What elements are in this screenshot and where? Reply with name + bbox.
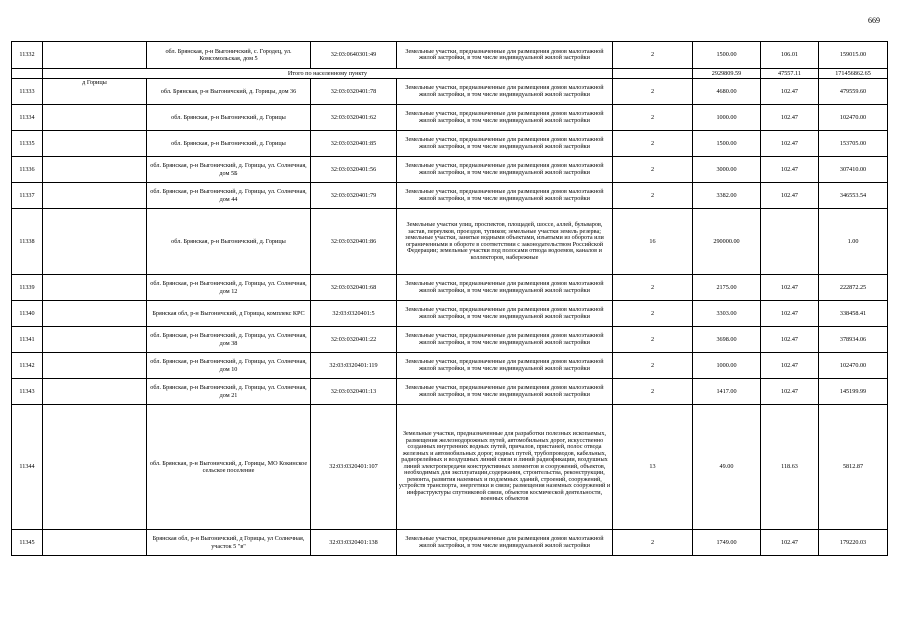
address-cell: обл. Брянская, р-н Выгоничский, д. Горицы, ул. Солнечная, дом 38 [147, 327, 311, 353]
land-purpose-cell: Земельные участки, предназначенные для размещения домов малоэтажной жилой застройки, в том числе индивидуальной жилой застройки [397, 530, 613, 556]
cadastral-number-cell: 32:03:0320401:68 [311, 275, 397, 301]
land-purpose-cell: Земельные участки, предназначенные для размещения домов малоэтажной жилой застройки, в том числе индивидуальной жилой застройки [397, 301, 613, 327]
row-number-cell: 11334 [12, 105, 43, 131]
specific-value-cell: 102.47 [761, 79, 819, 105]
address-cell: обл. Брянская, р-н Выгоничский, д. Горицы [147, 131, 311, 157]
land-purpose-cell: Земельные участки, предназначенные для размещения домов малоэтажной жилой застройки, в том числе индивидуальной жилой застройки [397, 157, 613, 183]
specific-value-cell: 102.47 [761, 131, 819, 157]
land-purpose-cell: Земельные участки улиц, проспектов, площадей, шоссе, аллей, бульваров, застав, переулков, проездов, тупиков; земельные участки земель резерва; земельные участки, занятые водными объектами, изъятыми из оборота или ограниченными в обороте в соответствии с законодательством Российской Федерации; земельные участки под полосами отвода водоемов, каналов и коллекторов, набережные [397, 209, 613, 275]
page-number: 669 [868, 16, 880, 25]
locality-cell [43, 157, 147, 183]
cadastral-number-cell: 32:03:0320401:138 [311, 530, 397, 556]
area-cell: 49.00 [693, 405, 761, 530]
cadastral-number-cell: 32:03:0320401:107 [311, 405, 397, 530]
group-cell: 2 [613, 105, 693, 131]
land-purpose-cell: Земельные участки, предназначенные для разработки полезных ископаемых, размещения железнодорожных путей, автомобильных дорог, искусственно созданных внутренних водных путей, причалов, пристаней, полос отвода железных и автомобильных дорог, водных путей, трубопроводов, кабельных, радиорелейных и воздушных линий связи и линий радиофикации, воздушных линий электропередачи конструктивных элементов и сооружений, объектов, необходимых для эксплуатации,содержания, строительства, реконструкции, ремонта, развития наземных и подземных зданий, строений, сооружений, устройств транспорта, энергетики и связи; размещения наземных сооружений и инфраструктуры спутниковой связи, объектов космической деятельности, военных объектов [397, 405, 613, 530]
group-cell: 2 [613, 275, 693, 301]
group-cell: 2 [613, 79, 693, 105]
address-cell: обл. Брянская, р-н Выгоничский, д. Горицы, ул. Солнечная, дом 44 [147, 183, 311, 209]
row-number-cell: 11336 [12, 157, 43, 183]
group-cell: 2 [613, 157, 693, 183]
cadastral-number-cell: 32:03:0320401:79 [311, 183, 397, 209]
cadastral-number-cell: 32:03:0320401:85 [311, 131, 397, 157]
table-row [12, 105, 888, 131]
area-cell: 1749.00 [693, 530, 761, 556]
table-row [12, 327, 888, 353]
cadastral-number-cell: 32:03:0320401:119 [311, 353, 397, 379]
address-cell: обл. Брянская, р-н Выгоничский, д. Горицы, ул. Солнечная, дом 10 [147, 353, 311, 379]
specific-value-cell: 102.47 [761, 530, 819, 556]
table-body [12, 42, 888, 556]
area-cell: 290000.00 [693, 209, 761, 275]
land-purpose-cell: Земельные участки, предназначенные для размещения домов малоэтажной жилой застройки, в том числе индивидуальной жилой застройки [397, 275, 613, 301]
cadastral-value-cell: 179220.03 [819, 530, 888, 556]
row-number-cell: 11342 [12, 353, 43, 379]
locality-cell [43, 327, 147, 353]
row-number-cell: 11337 [12, 183, 43, 209]
table-row [12, 530, 888, 556]
group-cell: 16 [613, 209, 693, 275]
cadastral-number-cell: 32:03:0320401:56 [311, 157, 397, 183]
cadastral-number-cell: 32:03:0320401:86 [311, 209, 397, 275]
area-cell: 1000.00 [693, 105, 761, 131]
cadastral-value-cell: 102470.00 [819, 105, 888, 131]
land-purpose-cell: Земельные участки, предназначенные для размещения домов малоэтажной жилой застройки, в том числе индивидуальной жилой застройки [397, 327, 613, 353]
row-number-cell: 11332 [12, 42, 43, 69]
row-number-cell: 11345 [12, 530, 43, 556]
group-cell: 2 [613, 353, 693, 379]
locality-cell [43, 131, 147, 157]
table-row [12, 405, 888, 530]
area-cell: 1500.00 [693, 131, 761, 157]
locality-cell [43, 209, 147, 275]
area-cell: 3000.00 [693, 157, 761, 183]
cadastral-number-cell: 32:03:0320401:13 [311, 379, 397, 405]
group-cell: 2 [613, 131, 693, 157]
table-row [12, 42, 888, 69]
specific-value-cell: 102.47 [761, 327, 819, 353]
group-cell: 13 [613, 405, 693, 530]
group-cell [613, 69, 693, 79]
specific-value-cell: 102.47 [761, 157, 819, 183]
cadastral-value-cell: 145199.99 [819, 379, 888, 405]
group-cell: 2 [613, 301, 693, 327]
cadastral-number-cell: 32:03:0320401:62 [311, 105, 397, 131]
table-row [12, 131, 888, 157]
land-purpose-cell: Земельные участки, предназначенные для размещения домов малоэтажной жилой застройки, в том числе индивидуальной жилой застройки [397, 183, 613, 209]
cadastral-value-cell: 1.00 [819, 209, 888, 275]
cadastral-number-cell: 32:03:0320401:22 [311, 327, 397, 353]
group-cell: 2 [613, 183, 693, 209]
group-cell: 2 [613, 379, 693, 405]
specific-value-cell: 47557.11 [761, 69, 819, 79]
area-cell: 1417.00 [693, 379, 761, 405]
row-number-cell: 11335 [12, 131, 43, 157]
cadastral-value-cell: 5812.87 [819, 405, 888, 530]
land-purpose-cell: Земельные участки, предназначенные для размещения домов малоэтажной жилой застройки, в том числе индивидуальной жилой застройки [397, 105, 613, 131]
locality-cell [43, 530, 147, 556]
table-row [12, 379, 888, 405]
cadastral-value-cell: 338458.41 [819, 301, 888, 327]
row-number-cell: 11343 [12, 379, 43, 405]
specific-value-cell: 106.01 [761, 42, 819, 69]
land-purpose-cell: Земельные участки, предназначенные для размещения домов малоэтажной жилой застройки, в том числе индивидуальной жилой застройки [397, 131, 613, 157]
locality-cell [43, 105, 147, 131]
area-cell: 1500.00 [693, 42, 761, 69]
address-cell: обл. Брянская, р-н Выгоничский, д. Горицы [147, 105, 311, 131]
cadastral-value-cell: 222872.25 [819, 275, 888, 301]
cadastral-value-cell: 102470.00 [819, 353, 888, 379]
group-cell: 2 [613, 42, 693, 69]
locality-cell [43, 183, 147, 209]
address-cell: обл. Брянская, р-н Выгоничский, с. Городец, ул. Комсомольская, дом 5 [147, 42, 311, 69]
row-number-cell: 11341 [12, 327, 43, 353]
locality-cell [43, 275, 147, 301]
row-number-cell: 11333 [12, 79, 43, 105]
cadastral-number-cell: 32:03:0320401:5 [311, 301, 397, 327]
row-number-cell: 11340 [12, 301, 43, 327]
area-cell: 3303.00 [693, 301, 761, 327]
area-cell: 4680.00 [693, 79, 761, 105]
cadastral-value-cell: 153705.00 [819, 131, 888, 157]
group-cell: 2 [613, 530, 693, 556]
address-cell: обл. Брянская, р-н Выгоничский, д. Горицы, ул. Солнечная, дом 12 [147, 275, 311, 301]
address-cell: обл. Брянская, р-н Выгоничский, д. Горицы, МО Кокинское сельское поселение [147, 405, 311, 530]
cadastral-value-table [11, 41, 888, 556]
specific-value-cell [761, 209, 819, 275]
locality-cell [43, 353, 147, 379]
specific-value-cell: 102.47 [761, 353, 819, 379]
row-number-cell: 11344 [12, 405, 43, 530]
specific-value-cell: 118.63 [761, 405, 819, 530]
land-purpose-cell: Земельные участки, предназначенные для размещения домов малоэтажной жилой застройки, в том числе индивидуальной жилой застройки [397, 79, 613, 105]
cadastral-value-cell: 171456862.65 [819, 69, 888, 79]
cadastral-value-cell: 378934.06 [819, 327, 888, 353]
land-purpose-cell: Земельные участки, предназначенные для размещения домов малоэтажной жилой застройки, в том числе индивидуальной жилой застройки [397, 379, 613, 405]
specific-value-cell: 102.47 [761, 301, 819, 327]
land-purpose-cell: Земельные участки, предназначенные для размещения домов малоэтажной жилой застройки, в том числе индивидуальной жилой застройки [397, 353, 613, 379]
total-label-cell: Итого по населенному пункту [43, 69, 613, 79]
table-row [12, 301, 888, 327]
cadastral-number-cell: 32:03:0640301:49 [311, 42, 397, 69]
area-cell: 2175.00 [693, 275, 761, 301]
locality-cell [43, 301, 147, 327]
table-row [12, 353, 888, 379]
table-row [12, 183, 888, 209]
locality-cell [43, 42, 147, 69]
locality-cell [43, 379, 147, 405]
address-cell: Брянская обл, р-н Выгоничский, д Горицы, ул Солнечная, участок 5 "в" [147, 530, 311, 556]
area-cell: 3382.00 [693, 183, 761, 209]
locality-cell [43, 405, 147, 530]
address-cell: обл. Брянская, р-н Выгоничский, д. Горицы, ул. Солнечная, дом 5Б [147, 157, 311, 183]
address-cell: Брянская обл, р-н Выгоничский, д Горицы, комплекс КРС [147, 301, 311, 327]
address-cell: обл. Брянская, р-н Выгоничский, д. Горицы, дом 36 [147, 79, 311, 105]
cadastral-value-cell: 307410.00 [819, 157, 888, 183]
cadastral-value-cell: 159015.00 [819, 42, 888, 69]
row-number-cell: 11339 [12, 275, 43, 301]
cadastral-value-cell: 479559.60 [819, 79, 888, 105]
table-row [12, 79, 888, 105]
table-row [12, 157, 888, 183]
table-row [12, 209, 888, 275]
address-cell: обл. Брянская, р-н Выгоничский, д. Горицы [147, 209, 311, 275]
area-cell: 3698.00 [693, 327, 761, 353]
land-purpose-cell: Земельные участки, предназначенные для размещения домов малоэтажной жилой застройки, в том числе индивидуальной жилой застройки [397, 42, 613, 69]
cadastral-value-cell: 346553.54 [819, 183, 888, 209]
group-cell: 2 [613, 327, 693, 353]
area-cell: 1000.00 [693, 353, 761, 379]
table-row [12, 275, 888, 301]
locality-cell: д Горицы [43, 79, 147, 105]
specific-value-cell: 102.47 [761, 105, 819, 131]
locality-total-row [12, 69, 888, 79]
row-number-cell: 11338 [12, 209, 43, 275]
specific-value-cell: 102.47 [761, 275, 819, 301]
address-cell: обл. Брянская, р-н Выгоничский, д. Горицы, ул. Солнечная, дом 21 [147, 379, 311, 405]
row-number-cell [12, 69, 43, 79]
area-cell: 2929809.59 [693, 69, 761, 79]
cadastral-number-cell: 32:03:0320401:78 [311, 79, 397, 105]
specific-value-cell: 102.47 [761, 379, 819, 405]
specific-value-cell: 102.47 [761, 183, 819, 209]
